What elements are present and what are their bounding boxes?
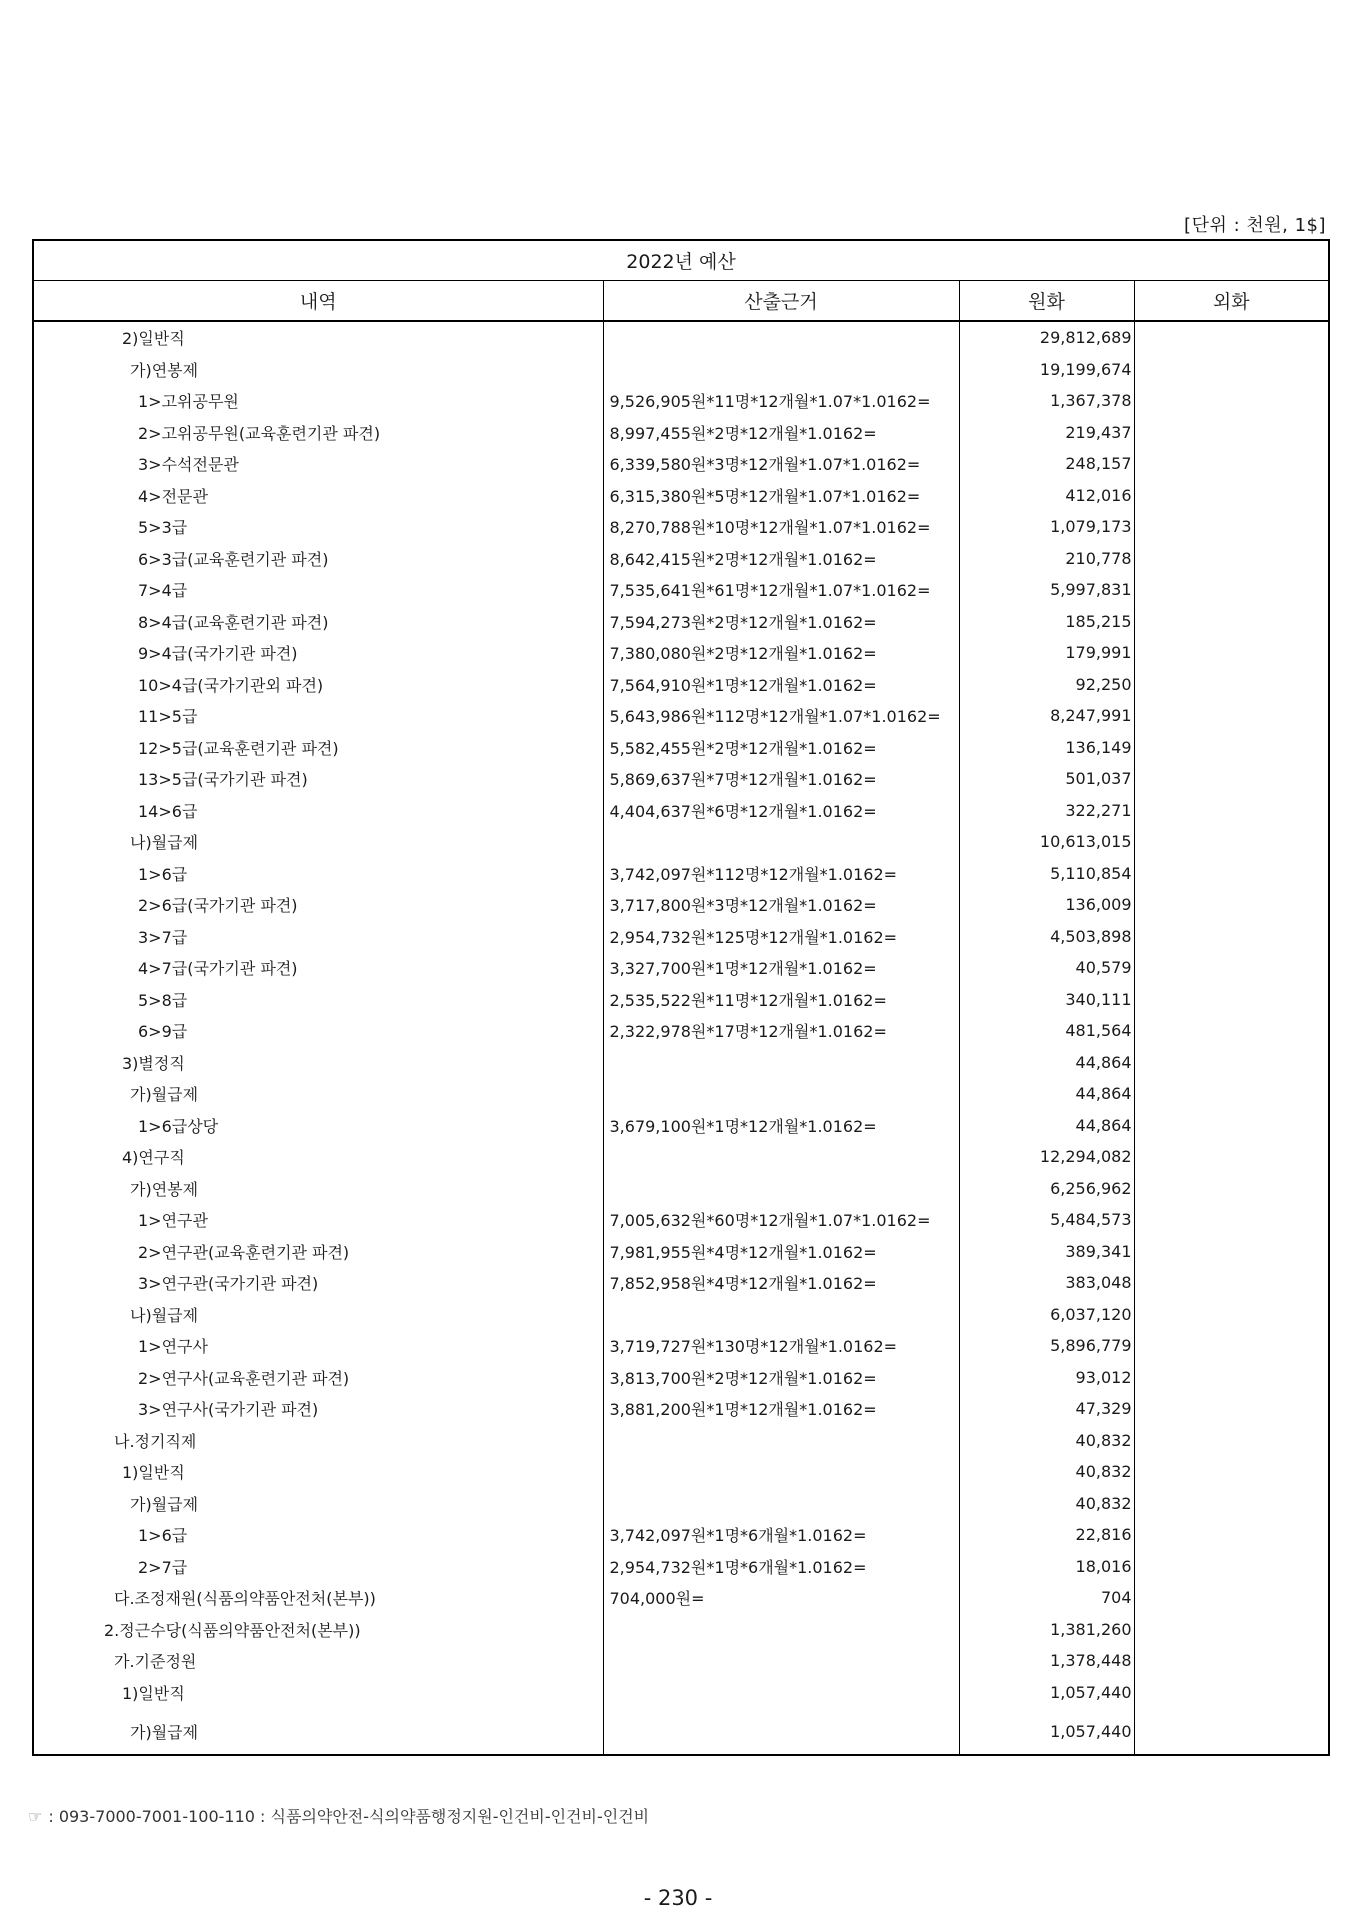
row-krw: 5,110,854	[959, 858, 1134, 890]
row-krw: 1,367,378	[959, 385, 1134, 417]
table-row	[33, 543, 1329, 575]
table-row	[33, 921, 1329, 953]
row-basis	[603, 1708, 959, 1755]
row-basis: 7,535,641원*61명*12개월*1.07*1.0162=	[603, 574, 959, 606]
row-krw: 5,484,573	[959, 1204, 1134, 1236]
row-krw: 412,016	[959, 480, 1134, 512]
row-basis: 3,717,800원*3명*12개월*1.0162=	[603, 889, 959, 921]
table-row	[33, 321, 1329, 354]
row-basis: 3,881,200원*1명*12개월*1.0162=	[603, 1393, 959, 1425]
row-fx	[1134, 795, 1329, 827]
row-basis: 7,981,955원*4명*12개월*1.0162=	[603, 1236, 959, 1268]
row-basis	[603, 1488, 959, 1520]
header-item: 내역	[33, 281, 603, 322]
row-item: 나)월급제	[33, 826, 603, 858]
table-row	[33, 826, 1329, 858]
table-row	[33, 669, 1329, 701]
row-krw: 389,341	[959, 1236, 1134, 1268]
row-item: 12>5급(교육훈련기관 파견)	[33, 732, 603, 764]
footnote-text: : 093-7000-7001-100-110 : 식품의약안전-식의약품행정지원-인건비-인건비-인건비	[48, 1807, 650, 1826]
table-row	[33, 1110, 1329, 1142]
table-row	[33, 1362, 1329, 1394]
row-item: 2>7급	[33, 1551, 603, 1583]
row-krw: 1,378,448	[959, 1645, 1134, 1677]
row-krw: 10,613,015	[959, 826, 1134, 858]
table-row	[33, 1488, 1329, 1520]
row-krw: 219,437	[959, 417, 1134, 449]
row-krw: 6,037,120	[959, 1299, 1134, 1331]
budget-table	[32, 239, 1330, 1756]
row-item: 2>고위공무원(교육훈련기관 파견)	[33, 417, 603, 449]
row-krw: 248,157	[959, 448, 1134, 480]
row-fx	[1134, 1708, 1329, 1755]
header-basis: 산출근거	[603, 281, 959, 322]
row-fx	[1134, 1582, 1329, 1614]
row-item: 3>7급	[33, 921, 603, 953]
row-item: 4)연구직	[33, 1141, 603, 1173]
row-item: 가)월급제	[33, 1488, 603, 1520]
table-row	[33, 1015, 1329, 1047]
row-item: 가)월급제	[33, 1078, 603, 1110]
row-basis: 8,997,455원*2명*12개월*1.0162=	[603, 417, 959, 449]
row-fx	[1134, 1236, 1329, 1268]
row-item: 6>3급(교육훈련기관 파견)	[33, 543, 603, 575]
table-row	[33, 1425, 1329, 1457]
table-row	[33, 1141, 1329, 1173]
row-fx	[1134, 763, 1329, 795]
row-basis: 8,642,415원*2명*12개월*1.0162=	[603, 543, 959, 575]
row-basis	[603, 1425, 959, 1457]
row-basis: 7,005,632원*60명*12개월*1.07*1.0162=	[603, 1204, 959, 1236]
table-row	[33, 511, 1329, 543]
row-basis: 7,380,080원*2명*12개월*1.0162=	[603, 637, 959, 669]
row-krw: 5,997,831	[959, 574, 1134, 606]
row-fx	[1134, 1677, 1329, 1709]
row-basis: 3,742,097원*112명*12개월*1.0162=	[603, 858, 959, 890]
row-item: 7>4급	[33, 574, 603, 606]
row-basis: 2,535,522원*11명*12개월*1.0162=	[603, 984, 959, 1016]
row-item: 1)일반직	[33, 1456, 603, 1488]
row-krw: 44,864	[959, 1047, 1134, 1079]
row-krw: 501,037	[959, 763, 1134, 795]
table-row	[33, 480, 1329, 512]
row-item: 4>전문관	[33, 480, 603, 512]
row-fx	[1134, 1204, 1329, 1236]
row-krw: 40,832	[959, 1456, 1134, 1488]
row-item: 9>4급(국가기관 파견)	[33, 637, 603, 669]
pointing-hand-icon: ☞	[28, 1807, 43, 1826]
table-row	[33, 1204, 1329, 1236]
row-fx	[1134, 354, 1329, 386]
row-fx	[1134, 480, 1329, 512]
row-item: 2>연구관(교육훈련기관 파견)	[33, 1236, 603, 1268]
row-krw: 40,832	[959, 1425, 1134, 1457]
table-row	[33, 1551, 1329, 1583]
table-row	[33, 795, 1329, 827]
row-fx	[1134, 385, 1329, 417]
row-fx	[1134, 1330, 1329, 1362]
row-fx	[1134, 700, 1329, 732]
row-fx	[1134, 1141, 1329, 1173]
row-fx	[1134, 606, 1329, 638]
table-row	[33, 1519, 1329, 1551]
table-row	[33, 1236, 1329, 1268]
table-row	[33, 889, 1329, 921]
table-row	[33, 732, 1329, 764]
row-basis: 8,270,788원*10명*12개월*1.07*1.0162=	[603, 511, 959, 543]
row-basis	[603, 321, 959, 354]
row-fx	[1134, 1614, 1329, 1646]
row-fx	[1134, 1015, 1329, 1047]
row-item: 다.조정재원(식품의약품안전처(본부))	[33, 1582, 603, 1614]
row-krw: 4,503,898	[959, 921, 1134, 953]
row-basis	[603, 1141, 959, 1173]
row-item: 가.기준정원	[33, 1645, 603, 1677]
row-basis: 2,322,978원*17명*12개월*1.0162=	[603, 1015, 959, 1047]
table-row	[33, 1708, 1329, 1755]
table-row	[33, 763, 1329, 795]
row-basis: 3,327,700원*1명*12개월*1.0162=	[603, 952, 959, 984]
row-fx	[1134, 448, 1329, 480]
row-basis	[603, 1677, 959, 1709]
row-fx	[1134, 921, 1329, 953]
row-basis	[603, 1078, 959, 1110]
row-fx	[1134, 1047, 1329, 1079]
row-krw: 19,199,674	[959, 354, 1134, 386]
row-fx	[1134, 826, 1329, 858]
row-basis: 3,742,097원*1명*6개월*1.0162=	[603, 1519, 959, 1551]
row-fx	[1134, 1173, 1329, 1205]
table-body	[33, 321, 1329, 1755]
row-fx	[1134, 1362, 1329, 1394]
row-basis: 5,582,455원*2명*12개월*1.0162=	[603, 732, 959, 764]
table-row	[33, 952, 1329, 984]
row-item: 3>연구사(국가기관 파견)	[33, 1393, 603, 1425]
table-row	[33, 637, 1329, 669]
row-krw: 1,057,440	[959, 1708, 1134, 1755]
row-basis: 2,954,732원*1명*6개월*1.0162=	[603, 1551, 959, 1583]
row-basis	[603, 1173, 959, 1205]
row-item: 2>6급(국가기관 파견)	[33, 889, 603, 921]
row-basis: 5,643,986원*112명*12개월*1.07*1.0162=	[603, 700, 959, 732]
footnote	[28, 1804, 649, 1827]
table-row	[33, 606, 1329, 638]
row-item: 6>9급	[33, 1015, 603, 1047]
header-krw: 원화	[959, 281, 1134, 322]
table-row	[33, 1456, 1329, 1488]
table-row	[33, 1267, 1329, 1299]
row-krw: 1,079,173	[959, 511, 1134, 543]
table-row	[33, 1047, 1329, 1079]
row-fx	[1134, 543, 1329, 575]
table-row	[33, 574, 1329, 606]
row-basis: 704,000원=	[603, 1582, 959, 1614]
row-item: 1>6급상당	[33, 1110, 603, 1142]
row-basis	[603, 1047, 959, 1079]
table-row	[33, 385, 1329, 417]
row-item: 1)일반직	[33, 1677, 603, 1709]
row-fx	[1134, 858, 1329, 890]
row-item: 나.정기직제	[33, 1425, 603, 1457]
row-fx	[1134, 1456, 1329, 1488]
row-krw: 6,256,962	[959, 1173, 1134, 1205]
row-krw: 136,149	[959, 732, 1134, 764]
table-title: 2022년 예산	[33, 240, 1329, 281]
row-krw: 12,294,082	[959, 1141, 1134, 1173]
row-krw: 40,832	[959, 1488, 1134, 1520]
table-row	[33, 1645, 1329, 1677]
row-krw: 40,579	[959, 952, 1134, 984]
row-item: 4>7급(국가기관 파견)	[33, 952, 603, 984]
row-basis	[603, 354, 959, 386]
row-fx	[1134, 1519, 1329, 1551]
row-item: 14>6급	[33, 795, 603, 827]
table-row	[33, 1078, 1329, 1110]
row-item: 2)일반직	[33, 321, 603, 354]
table-row	[33, 1677, 1329, 1709]
row-basis: 7,852,958원*4명*12개월*1.0162=	[603, 1267, 959, 1299]
row-krw: 18,016	[959, 1551, 1134, 1583]
row-basis	[603, 1614, 959, 1646]
header-fx: 외화	[1134, 281, 1329, 322]
row-krw: 92,250	[959, 669, 1134, 701]
row-basis: 2,954,732원*125명*12개월*1.0162=	[603, 921, 959, 953]
row-fx	[1134, 669, 1329, 701]
row-krw: 47,329	[959, 1393, 1134, 1425]
row-item: 3>연구관(국가기관 파견)	[33, 1267, 603, 1299]
row-fx	[1134, 574, 1329, 606]
table-row	[33, 1299, 1329, 1331]
page-number: - 230 -	[643, 1886, 713, 1910]
row-item: 5>3급	[33, 511, 603, 543]
row-item: 2.정근수당(식품의약품안전처(본부))	[33, 1614, 603, 1646]
row-fx	[1134, 984, 1329, 1016]
row-krw: 1,381,260	[959, 1614, 1134, 1646]
row-basis: 7,594,273원*2명*12개월*1.0162=	[603, 606, 959, 638]
table-row	[33, 1582, 1329, 1614]
row-item: 10>4급(국가기관외 파견)	[33, 669, 603, 701]
row-basis: 6,339,580원*3명*12개월*1.07*1.0162=	[603, 448, 959, 480]
row-item: 13>5급(국가기관 파견)	[33, 763, 603, 795]
table-row	[33, 984, 1329, 1016]
row-krw: 322,271	[959, 795, 1134, 827]
row-krw: 22,816	[959, 1519, 1134, 1551]
table-row	[33, 417, 1329, 449]
row-item: 가)연봉제	[33, 1173, 603, 1205]
row-fx	[1134, 1299, 1329, 1331]
row-item: 1>연구관	[33, 1204, 603, 1236]
row-item: 1>6급	[33, 858, 603, 890]
row-basis	[603, 1456, 959, 1488]
row-krw: 179,991	[959, 637, 1134, 669]
row-krw: 93,012	[959, 1362, 1134, 1394]
row-krw: 704	[959, 1582, 1134, 1614]
row-krw: 29,812,689	[959, 321, 1134, 354]
table-row	[33, 1614, 1329, 1646]
row-item: 3)별정직	[33, 1047, 603, 1079]
row-krw: 44,864	[959, 1110, 1134, 1142]
row-krw: 383,048	[959, 1267, 1134, 1299]
row-item: 8>4급(교육훈련기관 파견)	[33, 606, 603, 638]
row-item: 3>수석전문관	[33, 448, 603, 480]
row-basis: 7,564,910원*1명*12개월*1.0162=	[603, 669, 959, 701]
table-row	[33, 448, 1329, 480]
row-item: 5>8급	[33, 984, 603, 1016]
row-fx	[1134, 952, 1329, 984]
table-row	[33, 1173, 1329, 1205]
row-fx	[1134, 511, 1329, 543]
row-krw: 210,778	[959, 543, 1134, 575]
row-krw: 481,564	[959, 1015, 1134, 1047]
row-item: 1>연구사	[33, 1330, 603, 1362]
table-row	[33, 1330, 1329, 1362]
row-krw: 185,215	[959, 606, 1134, 638]
row-item: 2>연구사(교육훈련기관 파견)	[33, 1362, 603, 1394]
row-fx	[1134, 1425, 1329, 1457]
table-row	[33, 858, 1329, 890]
row-fx	[1134, 1645, 1329, 1677]
row-fx	[1134, 1393, 1329, 1425]
row-item: 나)월급제	[33, 1299, 603, 1331]
table-row	[33, 700, 1329, 732]
row-krw: 1,057,440	[959, 1677, 1134, 1709]
row-fx	[1134, 637, 1329, 669]
row-fx	[1134, 1551, 1329, 1583]
row-krw: 8,247,991	[959, 700, 1134, 732]
row-krw: 5,896,779	[959, 1330, 1134, 1362]
row-fx	[1134, 1267, 1329, 1299]
row-fx	[1134, 732, 1329, 764]
row-krw: 44,864	[959, 1078, 1134, 1110]
row-basis	[603, 826, 959, 858]
row-fx	[1134, 1488, 1329, 1520]
row-basis: 9,526,905원*11명*12개월*1.07*1.0162=	[603, 385, 959, 417]
row-basis: 5,869,637원*7명*12개월*1.0162=	[603, 763, 959, 795]
row-krw: 136,009	[959, 889, 1134, 921]
row-fx	[1134, 1110, 1329, 1142]
row-fx	[1134, 889, 1329, 921]
row-item: 1>6급	[33, 1519, 603, 1551]
row-item: 가)월급제	[33, 1708, 603, 1755]
row-item: 11>5급	[33, 700, 603, 732]
row-basis: 3,813,700원*2명*12개월*1.0162=	[603, 1362, 959, 1394]
row-basis	[603, 1299, 959, 1331]
row-basis: 3,719,727원*130명*12개월*1.0162=	[603, 1330, 959, 1362]
table-row	[33, 354, 1329, 386]
row-fx	[1134, 1078, 1329, 1110]
row-fx	[1134, 321, 1329, 354]
row-item: 가)연봉제	[33, 354, 603, 386]
unit-note: [단위 : 천원, 1$]	[1184, 215, 1326, 236]
table-row	[33, 1393, 1329, 1425]
row-item: 1>고위공무원	[33, 385, 603, 417]
row-fx	[1134, 417, 1329, 449]
row-basis: 3,679,100원*1명*12개월*1.0162=	[603, 1110, 959, 1142]
row-basis: 6,315,380원*5명*12개월*1.07*1.0162=	[603, 480, 959, 512]
row-basis	[603, 1645, 959, 1677]
row-basis: 4,404,637원*6명*12개월*1.0162=	[603, 795, 959, 827]
row-krw: 340,111	[959, 984, 1134, 1016]
